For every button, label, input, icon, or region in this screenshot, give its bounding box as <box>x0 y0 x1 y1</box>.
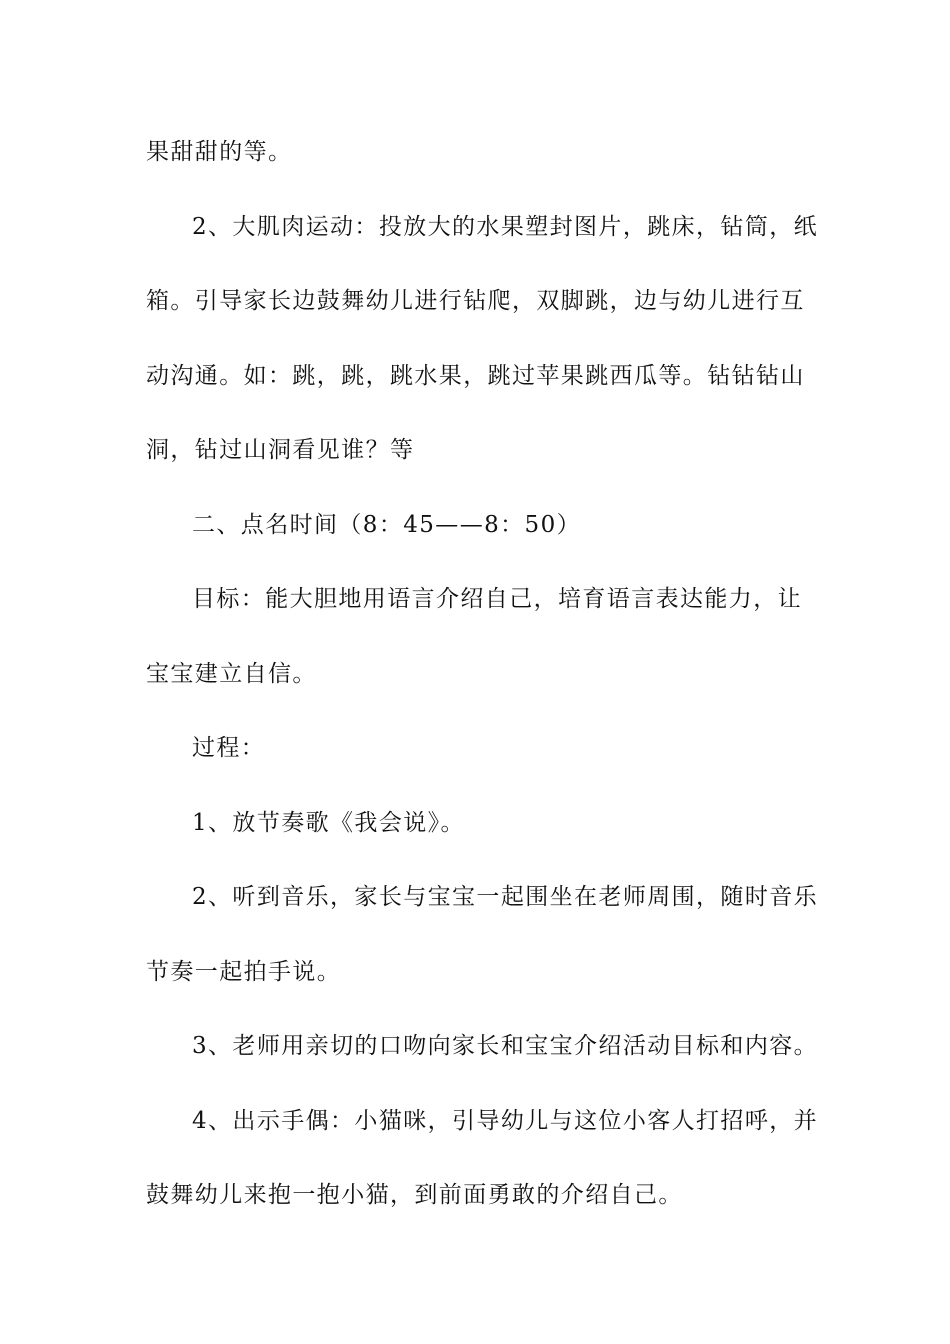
paragraph-line: 1、放节奏歌《我会说》。 <box>192 810 465 836</box>
paragraph-line: 果甜甜的等。 <box>146 139 293 165</box>
paragraph-line: 4、出示手偶：小猫咪，引导幼儿与这位小客人打招呼，并 <box>192 1108 819 1134</box>
paragraph-line: 洞，钻过山洞看见谁？等 <box>146 437 415 463</box>
paragraph-line: 鼓舞幼儿来抱一抱小猫，到前面勇敢的介绍自己。 <box>146 1182 683 1208</box>
paragraph-line: 动沟通。如：跳，跳，跳水果，跳过苹果跳西瓜等。钻钻钻山 <box>146 363 805 389</box>
paragraph-line: 宝宝建立自信。 <box>146 661 317 687</box>
section-heading: 二、点名时间（8：45——8：50） <box>192 512 581 538</box>
paragraph-line: 3、老师用亲切的口吻向家长和宝宝介绍活动目标和内容。 <box>192 1033 819 1059</box>
paragraph-line: 2、听到音乐，家长与宝宝一起围坐在老师周围，随时音乐 <box>192 884 819 910</box>
paragraph-line: 过程： <box>192 735 266 761</box>
paragraph-line: 箱。引导家长边鼓舞幼儿进行钻爬，双脚跳，边与幼儿进行互 <box>146 288 805 314</box>
paragraph-line: 节奏一起拍手说。 <box>146 959 342 985</box>
paragraph-line: 2、大肌肉运动：投放大的水果塑封图片，跳床，钻筒，纸 <box>192 214 819 240</box>
paragraph-line: 目标：能大胆地用语言介绍自己，培育语言表达能力，让 <box>192 586 802 612</box>
